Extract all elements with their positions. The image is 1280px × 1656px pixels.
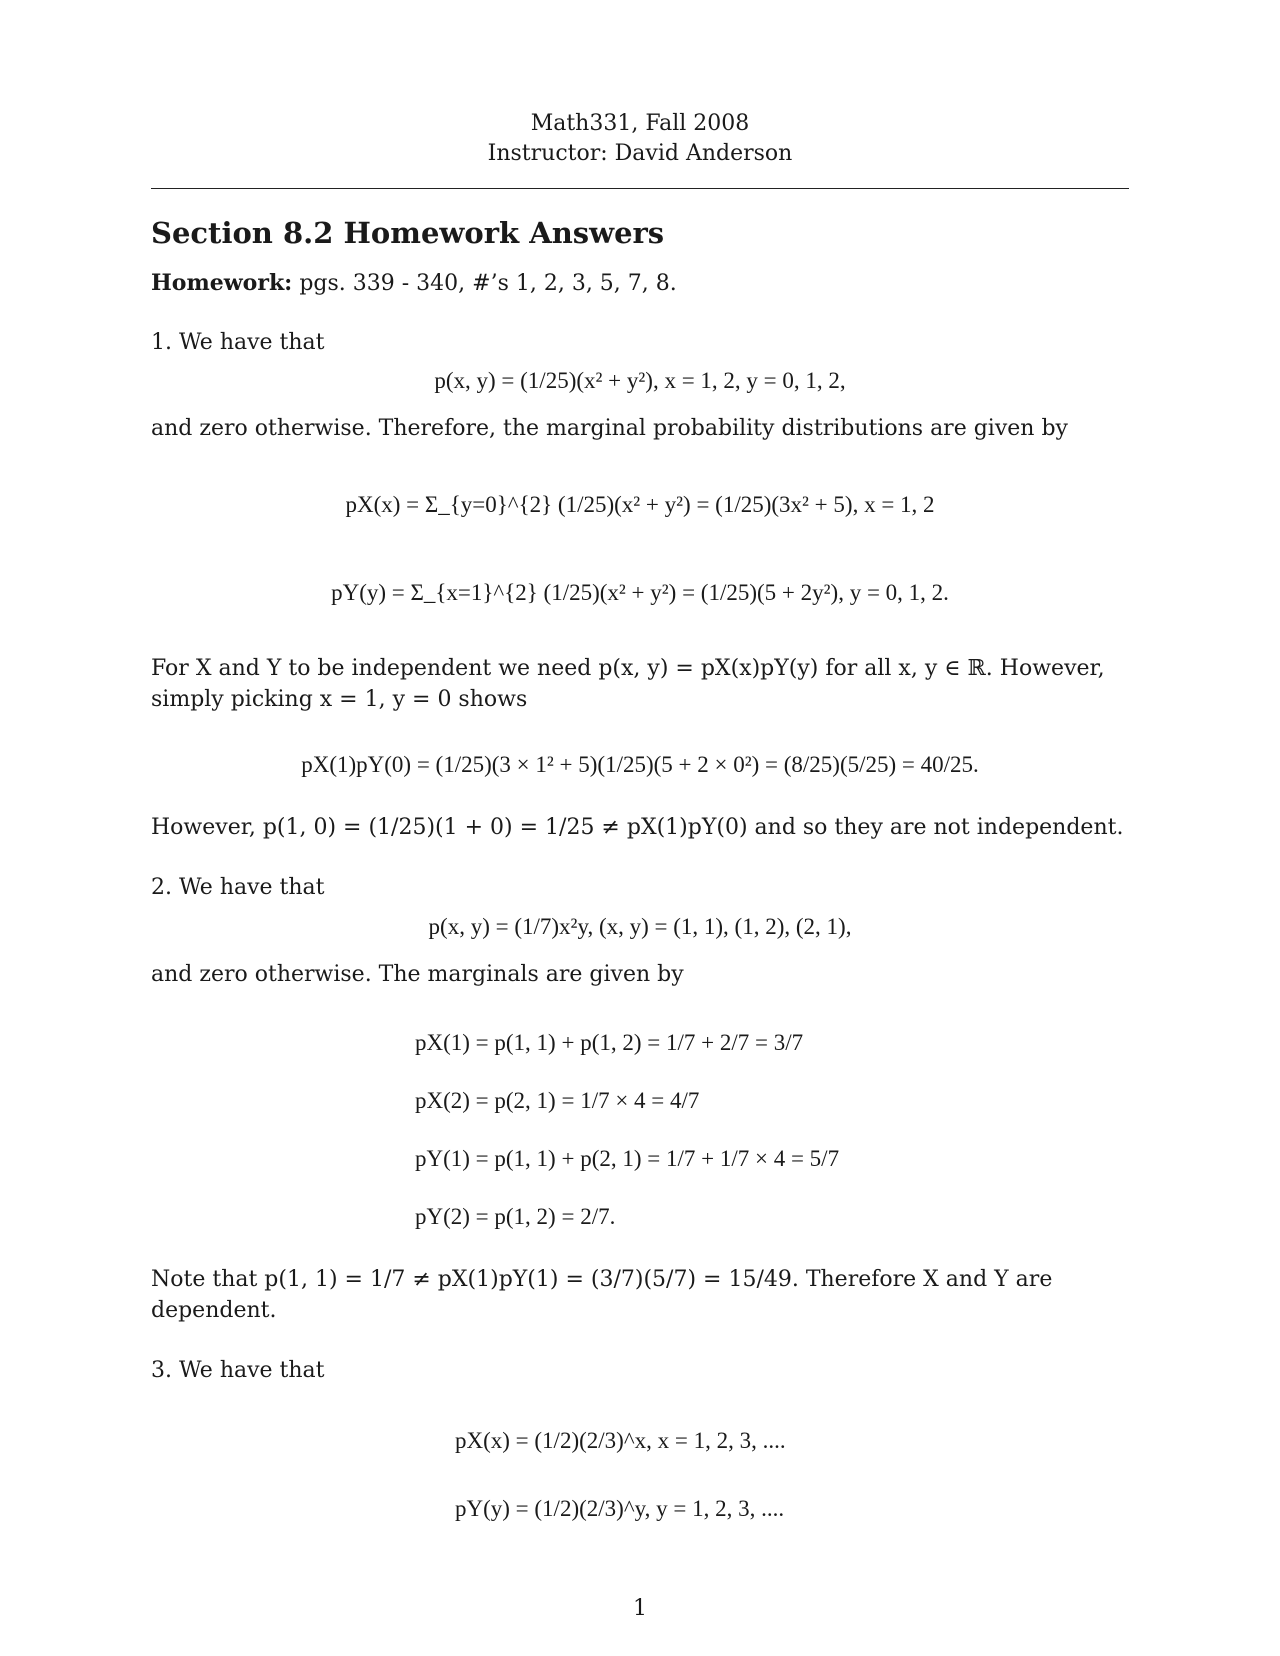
problem2-note [151, 1264, 1129, 1326]
problem1-joint-equation: p(x, y) = (1/25)(x² + y²), x = 1, 2, y = 0, 1, 2, [434, 368, 846, 393]
problem2-marginal: pX(2) = p(2, 1) = 1/7 × 4 = 4/7 [415, 1088, 700, 1113]
problem2-marginal: pY(2) = p(1, 2) = 2/7. [415, 1204, 616, 1229]
problem2-joint-equation: p(x, y) = (1/7)x²y, (x, y) = (1, 1), (1, 2), (2, 1), [428, 914, 852, 939]
problem2-marginal: pY(1) = p(1, 1) + p(2, 1) = 1/7 + 1/7 × 4 = 5/7 [415, 1146, 840, 1171]
section-title-wrap [151, 216, 664, 250]
problem3-intro: 3. We have that [151, 1358, 325, 1383]
problem1-independence-line2: simply picking x = 1, y = 0 shows [151, 687, 528, 712]
problem1-px-equation: pX(x) = Σ_{y=0}^{2} (1/25)(x² + y²) = (1/25)(3x² + 5), x = 1, 2 [345, 492, 935, 517]
problem1-after-joint: and zero otherwise. Therefore, the marginal probability distributions are given by [151, 416, 1068, 441]
problem2-note-line1: Note that p(1, 1) = 1/7 ≠ pX(1)pY(1) = (3/7)(5/7) = 15/49. Therefore X and Y are [151, 1267, 1053, 1292]
header-rule [151, 188, 1129, 189]
homework-label: Homework: [151, 270, 293, 296]
problem1-conclusion: However, p(1, 0) = (1/25)(1 + 0) = 1/25 ≠ pX(1)pY(0) and so they are not independent. [151, 815, 1124, 840]
problem1-product-equation: pX(1)pY(0) = (1/25)(3 × 1² + 5)(1/25)(5 + 2 × 0²) = (8/25)(5/25) = 40/25. [301, 752, 979, 777]
problem2-marginal: pX(1) = p(1, 1) + p(1, 2) = 1/7 + 2/7 = 3/7 [415, 1030, 804, 1055]
homework-text: pgs. 339 - 340, #’s 1, 2, 3, 5, 7, 8. [299, 271, 677, 296]
problem3-px-equation: pX(x) = (1/2)(2/3)^x, x = 1, 2, 3, .... [455, 1428, 786, 1453]
course-line: Math331, Fall 2008 [530, 111, 750, 136]
problem2-after-joint: and zero otherwise. The marginals are given by [151, 962, 684, 987]
document-header [0, 109, 1280, 169]
instructor-line: Instructor: David Anderson [487, 141, 793, 166]
problem3-py-equation: pY(y) = (1/2)(2/3)^y, y = 1, 2, 3, .... [455, 1496, 785, 1521]
problem1-py-equation: pY(y) = Σ_{x=1}^{2} (1/25)(x² + y²) = (1/25)(5 + 2y²), y = 0, 1, 2. [331, 580, 949, 605]
section-title: Section 8.2 Homework Answers [151, 216, 665, 250]
problem2-note-line2: dependent. [151, 1298, 277, 1323]
problem2-intro: 2. We have that [151, 875, 325, 900]
problem1-independence-line1: For X and Y to be independent we need p(x, y) = pX(x)pY(y) for all x, y ∈ ℝ. However, [151, 656, 1105, 681]
page-number: 1 [633, 1596, 647, 1621]
problem1-intro: 1. We have that [151, 330, 325, 355]
homework-line [151, 270, 677, 296]
